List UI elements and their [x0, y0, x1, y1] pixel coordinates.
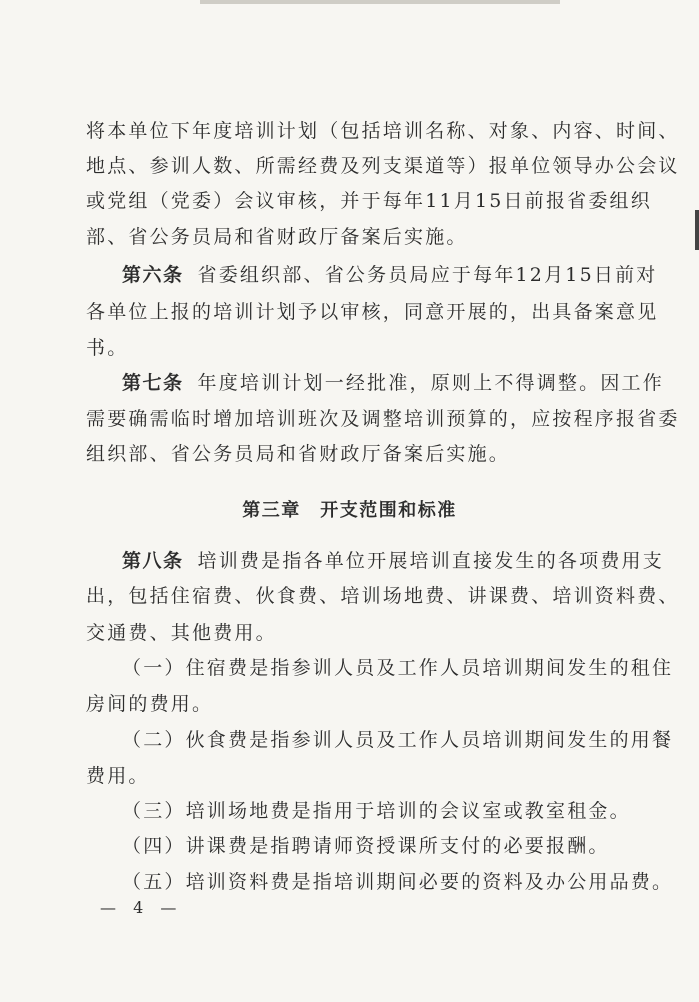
article-text: 年度培训计划一经批准，原则上不得调整。因工作 [197, 372, 664, 394]
text-line: 需要确需临时增加培训班次及调整培训预算的，应按程序报省委 [86, 408, 680, 430]
text-line: 将本单位下年度培训计划（包括培训名称、对象、内容、时间、 [86, 120, 680, 142]
article-label: 第六条 [122, 264, 184, 286]
article-label: 第八条 [122, 550, 184, 572]
text-line: 部、省公务员局和省财政厅备案后实施。 [86, 226, 468, 248]
text-line: 或党组（党委）会议审核，并于每年11月15日前报省委组织 [86, 190, 652, 212]
article-6 [122, 264, 657, 286]
text-line: 出，包括住宿费、伙食费、培训场地费、讲课费、培训资料费、 [86, 585, 680, 607]
text-line: 书。 [86, 337, 129, 359]
article-label: 第七条 [122, 372, 184, 394]
text-line: 房间的费用。 [86, 693, 214, 715]
text-line: 交通费、其他费用。 [86, 622, 277, 644]
item-1: （一）住宿费是指参训人员及工作人员培训期间发生的租住 [122, 657, 674, 679]
text-line: 地点、参训人数、所需经费及列支渠道等）报单位领导办公会议 [86, 155, 680, 177]
item-4: （四）讲课费是指聘请师资授课所支付的必要报酬。 [122, 835, 610, 857]
text-line: 各单位上报的培训计划予以审核，同意开展的，出具备案意见 [86, 301, 659, 323]
article-text: 培训费是指各单位开展培训直接发生的各项费用支 [197, 550, 664, 572]
text-line: 组织部、省公务员局和省财政厅备案后实施。 [86, 443, 511, 465]
item-5: （五）培训资料费是指培训期间必要的资料及办公用品费。 [122, 871, 674, 893]
item-3: （三）培训场地费是指用于培训的会议室或教室租金。 [122, 800, 631, 822]
item-2: （二）伙食费是指参训人员及工作人员培训期间发生的用餐 [122, 729, 674, 751]
text-line: 费用。 [86, 765, 150, 787]
page-number: — 4 — [100, 898, 183, 917]
scan-artifact [200, 0, 560, 4]
scan-edge [695, 210, 699, 250]
chapter-heading: 第三章 开支范围和标准 [242, 500, 457, 521]
article-text: 省委组织部、省公务员局应于每年12月15日前对 [197, 264, 658, 286]
article-7 [122, 372, 664, 394]
article-8 [122, 550, 664, 572]
